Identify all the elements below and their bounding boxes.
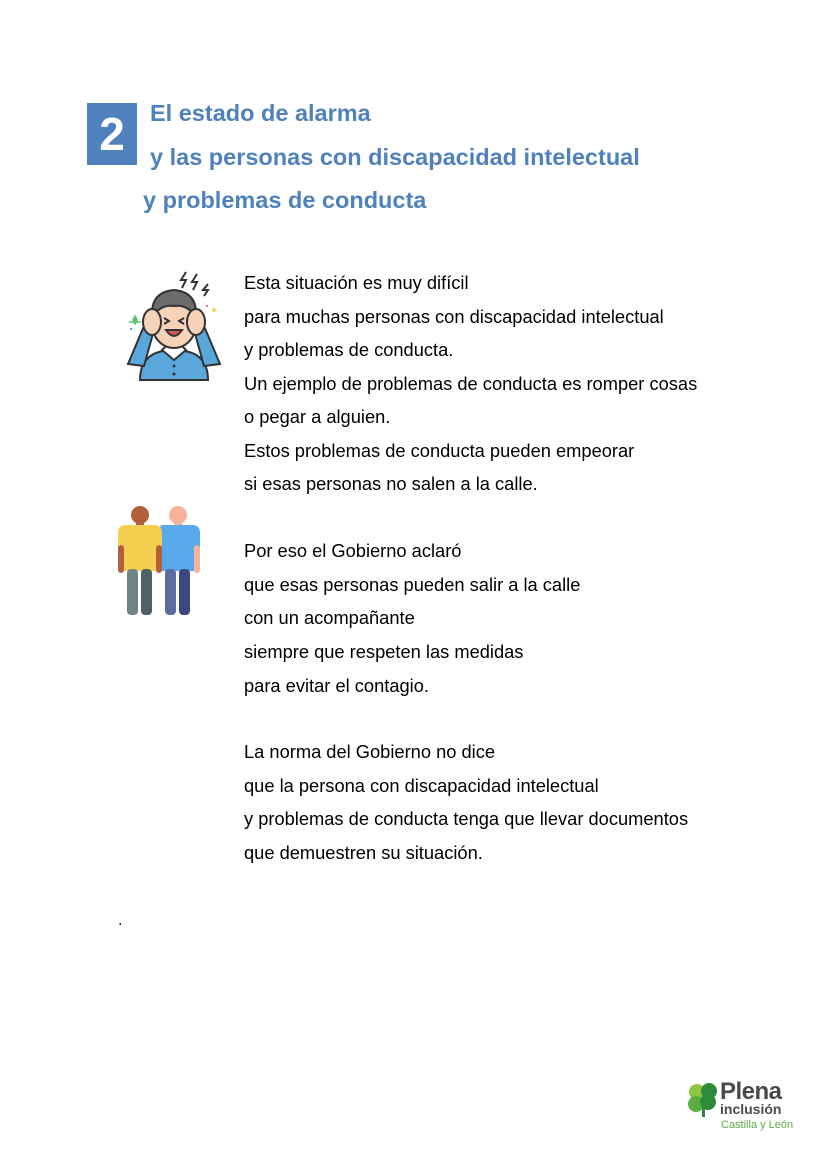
paragraph-2-line-2: que esas personas pueden salir a la calle (244, 574, 581, 595)
paragraph-1-line-4: Un ejemplo de problemas de conducta es romper cosas (244, 373, 698, 394)
paragraph-3-line-4: que demuestren su situación. (244, 842, 483, 863)
paragraph-2-line-1: Por eso el Gobierno aclaró (244, 540, 462, 561)
logo-region: Castilla y León (721, 1119, 794, 1131)
paragraph-1-line-1: Esta situación es muy difícil (244, 272, 469, 293)
paragraph-2-line-4: siempre que respeten las medidas (244, 641, 524, 662)
paragraph-1-line-3: y problemas de conducta. (244, 339, 454, 360)
paragraph-3-line-2: que la persona con discapacidad intelectual (244, 775, 599, 796)
logo-name: Plena (720, 1078, 782, 1105)
paragraph-3-line-1: La norma del Gobierno no dice (244, 741, 496, 762)
section-title-line-3: y problemas de conducta (143, 187, 427, 213)
clover-leaf-icon (688, 1083, 718, 1117)
stressed-person-icon (122, 266, 226, 384)
two-people-companion-icon (116, 505, 204, 617)
paragraph-1-line-7: si esas personas no salen a la calle. (244, 473, 538, 494)
section-title-line-1: El estado de alarma (150, 100, 371, 126)
section-number-badge: 2 (87, 103, 137, 165)
paragraph-1-line-6: Estos problemas de conducta pueden empeorar (244, 440, 635, 461)
paragraph-1-line-2: para muchas personas con discapacidad intelectual (244, 306, 664, 327)
logo-subname: inclusión (720, 1101, 782, 1117)
section-title-line-2: y las personas con discapacidad intelectual (150, 144, 640, 170)
paragraph-1-line-5: o pegar a alguien. (244, 406, 391, 427)
paragraph-2-line-5: para evitar el contagio. (244, 675, 429, 696)
paragraph-2-line-3: con un acompañante (244, 607, 415, 628)
paragraph-3-line-3: y problemas de conducta tenga que llevar documentos (244, 808, 689, 829)
plena-inclusion-logo (688, 1078, 798, 1136)
stray-period: . (118, 912, 123, 929)
